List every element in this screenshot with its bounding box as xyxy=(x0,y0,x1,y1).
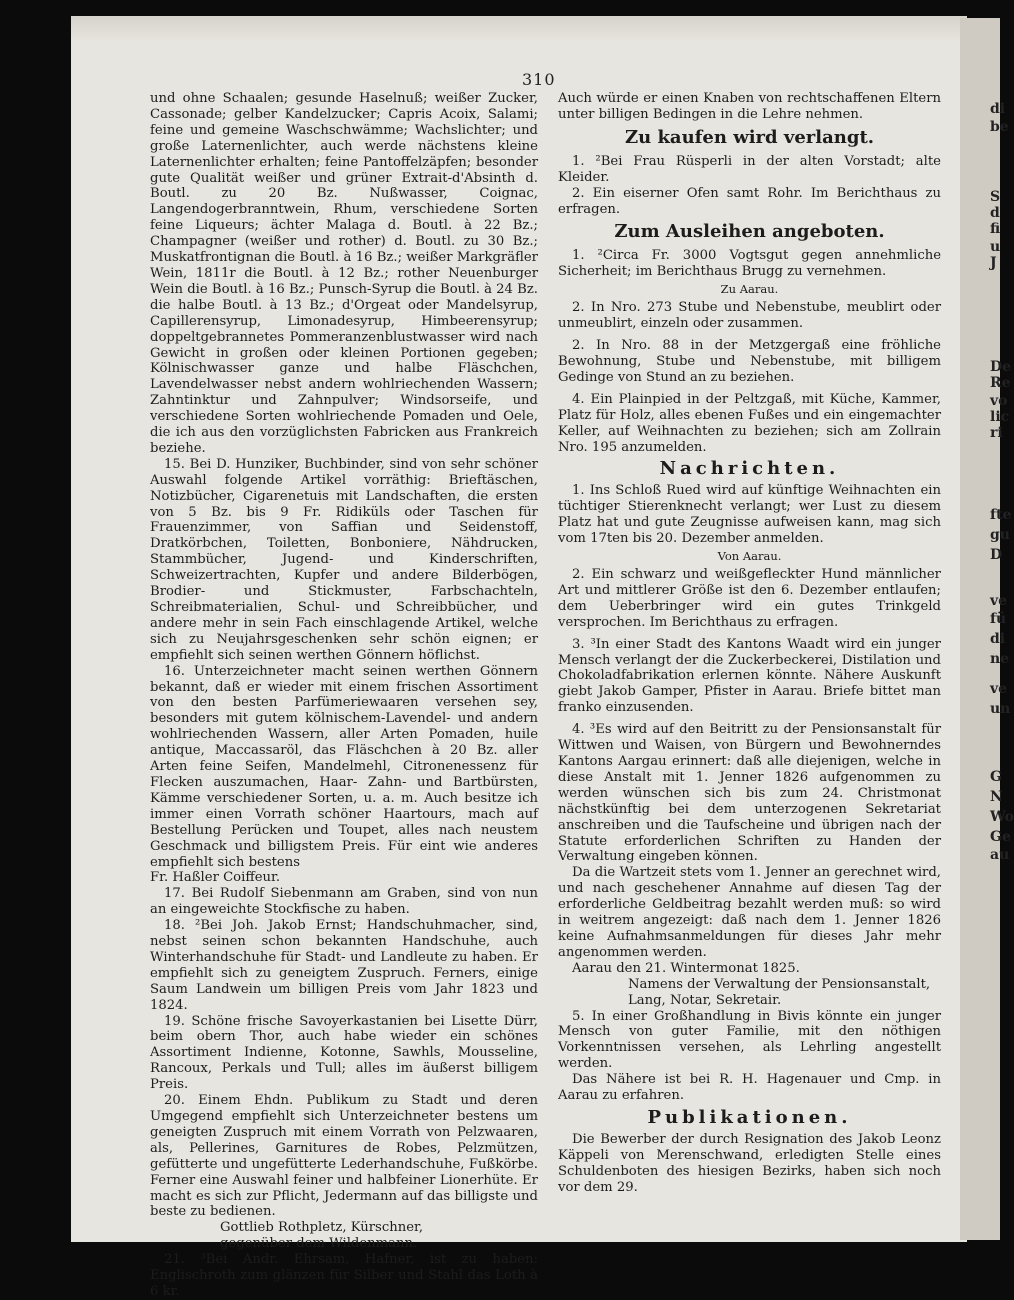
next-page-edge xyxy=(960,18,1014,1240)
next-page-fragment: S xyxy=(990,189,1001,205)
ad-16-signature: Fr. Haßler Coiffeur. xyxy=(150,870,281,886)
next-page-fragment: un xyxy=(990,701,1011,717)
lend-item: 4. Ein Plainpied in der Peltzgaß, mit Küche, Kammer, Platz für Holz, alles ebenen Fußes und ein eingemachter Keller, auf Weihnachten zu beziehen; sich am Zollrain Nro. 195 anzumelden. xyxy=(558,391,941,455)
section-heading-lend: Zum Ausleihen angeboten. xyxy=(614,221,885,243)
next-page-fragment: gu xyxy=(990,527,1010,543)
next-page-fragment: di xyxy=(990,631,1006,647)
next-page-fragment: Re xyxy=(990,375,1011,391)
lend-item: 1. ²Circa Fr. 3000 Vogtsgut gegen annehmliche Sicherheit; im Berichthaus Brugg zu vernehmen. xyxy=(558,248,941,280)
ad-20-signature: Gottlieb Rothpletz, Kürschner, xyxy=(220,1220,424,1236)
ad-21: 21. ³Bei Andr. Ehrsam, Hafner, ist zu haben: Englischroth zum glänzen für Silber und Stahl das Loth à 6 kr. xyxy=(150,1252,538,1299)
next-page-fragment: D xyxy=(990,547,1003,563)
next-page-fragment: fte xyxy=(990,507,1012,523)
place-heading: Von Aarau. xyxy=(717,549,782,564)
right-column xyxy=(558,91,941,1196)
page-shadow xyxy=(71,16,967,42)
news-item-signature: Lang, Notar, Sekretair. xyxy=(628,992,782,1008)
ad-20-address: gegenüber dem Wildenmann. xyxy=(220,1236,418,1252)
page-number: 310 xyxy=(522,70,556,89)
next-page-fragment: ne xyxy=(990,651,1010,667)
publication-item: Die Bewerber der durch Resignation des Jakob Leonz Käppeli von Merenschwand, erledigten Stelle eines Schuldenboten des hiesigen Bezirks, haben sich noch vor dem 29. xyxy=(558,1131,941,1195)
next-page-fragment: fi xyxy=(990,221,1001,237)
section-heading-publications: Publikationen. xyxy=(647,1106,852,1128)
next-page-fragment: fü xyxy=(990,611,1007,627)
intro-text: Auch würde er einen Knaben von rechtschaffenen Eltern unter billigen Bedingen in die Lehre nehmen. xyxy=(558,91,941,122)
news-item: 2. Ein schwarz und weißgefleckter Hund männlicher Art und mittlerer Größe ist den 6. Dezember entlaufen; dem Ueberbringer wird ein gutes Trinkgeld versprochen. Im Berichthaus zu erfragen. xyxy=(558,567,941,630)
news-item-signature: Namens der Verwaltung der Pensionsanstalt, xyxy=(628,976,931,992)
ad-16: 16. Unterzeichneter macht seinen werthen Gönnern bekannt, daß er wieder mit einem frischen Assortiment von den besten Parfümeriewaaren versehen sey, besonders mit gutem kölnischem-Lavendel- und andern wohlriechenden Wassern, aller Arten Pomaden, huile antique, Maccassaröl, das Fläschchen à 20 Bz. aller Arten feine Seifen, Mandelmehl, Citronenessenz für Flecken auszumachen, Haar- Zahn- und Bartbürsten, Kämme verschiedener Sorten, u. a. m. Auch besitze ich immer einen Vorrath schöner Haartours, mach auf Bestellung Perücken und Toupet, alles nach neustem Geschmack und billigstem Preis. Für eint wie anderes empfiehlt sich bestens xyxy=(150,663,538,870)
next-page-fragment: Ge xyxy=(990,829,1011,845)
section-heading-buy: Zu kaufen wird verlangt. xyxy=(624,126,875,148)
ad-20: 20. Einem Ehdn. Publikum zu Stadt und deren Umgegend empfiehlt sich Unterzeichneter bestens um geneigten Zuspruch mit einem Vorrath von Pelzwaaren, als, Pellerines, Garnitures de Robes, Pelzmützen, gefütterte und ungefütterte Lederhandschuhe, Fußkörbe. Ferner eine Auswahl feiner und halbfeiner Lionerhüte. Er macht es sich zur Pflicht, Jedermann auf das billigste und beste zu bedienen. xyxy=(150,1093,538,1220)
ad-17: 17. Bei Rudolf Siebenmann am Graben, sind von nun an eingeweichte Stockfische zu haben. xyxy=(150,886,538,918)
ad-19: 19. Schöne frische Savoyerkastanien bei Lisette Dürr, beim obern Thor, auch habe wieder ein schönes Assortiment Indienne, Kotonne, Sawhls, Mousseline, Rancoux, Perkals und Tull; alles im äußerst billigem Preis. xyxy=(150,1013,538,1093)
ad-continuation: und ohne Schaalen; gesunde Haselnuß; weißer Zucker, Cassonade; gelber Kandelzucker; Capris Acoix, Salami; feine und gemeine Waschschwämme; Wachslichter; und große Laternenlichter, auch werde nächstens kleine Laternenlichter erhalten; feine Pantoffelzäpfen; besonder gute Qualität weißer und grüner Extrait-d'Absinth d. Boutl. zu 20 Bz. Nußwasser, Coignac, Langendogerbranntwein, Rhum, verschiedene Sorten feine Liqueurs; ächter Malaga d. Boutl. à 22 Bz.; Champagner (weißer und rother) d. Boutl. zu 30 Bz.; Muskatfrontignan die Boutl. à 16 Bz.; weißer Markgräfler Wein, 1811r die Boutl. à 12 Bz.; rother Neuenburger Wein die Boutl. à 16 Bz.; Punsch-Syrup die Boutl. à 24 Bz. die halbe Boutl. à 13 Bz.; d'Orgeat oder Mandelsyrup, Capillerensyrup, Limonadesyrup, Himbeerensyrup; doppeltgebrannetes Pommeranzenblustwasser wird nach Gewicht in großen oder kleinen Portionen gegeben; Kölnischwasser ganze und halbe Fläschchen, Lavendelwasser nebst andern wohlriechenden Wassern; Zahntinktur und Zahnpulver; Windsorseife, und verschiedene Sorten wohlriechende Pomaden und Oele, die ich aus den vorzüglichsten Fabricken aus Frankreich beziehe. xyxy=(150,91,538,456)
lend-item: 2. In Nro. 273 Stube und Nebenstube, meublirt oder unmeublirt, einzeln oder zusammen. xyxy=(558,300,941,332)
next-page-fragment: G xyxy=(990,769,1002,785)
next-page-fragment: N xyxy=(990,789,1003,805)
next-page-fragment: De xyxy=(990,359,1012,375)
next-page-fragment: ri xyxy=(990,425,1003,441)
next-page-fragment: ve xyxy=(990,681,1008,697)
next-page-fragment: di xyxy=(990,101,1006,117)
place-heading: Zu Aarau. xyxy=(720,282,779,297)
ad-18: 18. ²Bei Joh. Jakob Ernst; Handschuhmacher, sind, nebst seinen schon bekannten Handschuhe, auch Winterhandschuhe für Stadt- und Landleute zu haben. Er empfiehlt sich zu geneigtem Zuspruch. Ferners, einige Saum Landwein um billigen Preis vom Jahr 1823 und 1824. xyxy=(150,918,538,1013)
news-item: 4. ³Es wird auf den Beitritt zu der Pensionsanstalt für Wittwen und Waisen, von Bürgern und Bewohnerndes Kantons Aargau erinnert: daß alle diejenigen, welche in diese Anstalt mit 1. Jenner 1826 aufgenommen zu werden wünschen sich bis zum 24. Christmonat nächstkünftig bei dem unterzogenen Sekretariat anschreiben und die Taufscheine und übrigen nach der Statute erforderlichen Schriften zu Handen der Verwaltung eingeben können. xyxy=(558,722,941,865)
next-page-fragment: vo xyxy=(990,393,1008,409)
news-item: 3. ³In einer Stadt des Kantons Waadt wird ein junger Mensch verlangt der die Zuckerbeckerei, Distilation und Chokoladfabrikation erlernen könnte. Nähere Auskunft giebt Jakob Gamper, Pfister in Aarau. Briefe bittet man franko einzusenden. xyxy=(558,636,941,716)
news-item: 5. In einer Großhandlung in Bivis könnte ein junger Mensch von guter Familie, mit den nöthigen Vorkenntnissen versehen, als Lehrling angestellt werden. xyxy=(558,1008,941,1072)
next-page-fragment: ve xyxy=(990,593,1008,609)
news-item: 1. Ins Schloß Rued wird auf künftige Weihnachten ein tüchtiger Stierenknecht verlangt; wer Lust zu diesem Platz hat und gute Zeugnisse aufweisen kann, mag sich vom 17ten bis 20. Dezember anmelden. xyxy=(558,483,941,547)
next-page-fragment: d xyxy=(990,205,1000,221)
next-page-fragment: J xyxy=(990,255,997,271)
news-item-continued: Das Nähere ist bei R. H. Hagenauer und Cmp. in Aarau zu erfahren. xyxy=(558,1072,941,1104)
buy-item: 1. ²Bei Frau Rüsperli in der alten Vorstadt; alte Kleider. xyxy=(558,153,941,185)
section-heading-news: Nachrichten. xyxy=(659,458,840,480)
news-item-date: Aarau den 21. Wintermonat 1825. xyxy=(572,960,800,976)
next-page-fragment: lic xyxy=(990,409,1010,425)
buy-item: 2. Ein eiserner Ofen samt Rohr. Im Berichthaus zu erfragen. xyxy=(558,185,941,217)
lend-item: 2. In Nro. 88 in der Metzgergaß eine fröhliche Bewohnung, Stube und Nebenstube, mit billigem Gedinge von Stund an zu beziehen. xyxy=(558,338,941,385)
next-page-fragment: Wo xyxy=(990,809,1014,825)
left-column xyxy=(150,91,538,1300)
next-page-fragment: u xyxy=(990,239,1001,255)
news-item-continued: Da die Wartzeit stets vom 1. Jenner an gerechnet wird, und nach geschehener Annahme auf diesen Tag der erforderliche Geldbeitrag bezahlt werden muß: so wird in weitrem angezeigt: daß nach dem 1. Jenner 1826 keine Aufnahmsanmeldungen für dieses Jahr mehr angenommen werden. xyxy=(558,865,941,960)
next-page-fragment: be xyxy=(990,119,1009,135)
next-page-fragment: au xyxy=(990,847,1010,863)
ad-15: 15. Bei D. Hunziker, Buchbinder, sind von sehr schöner Auswahl folgende Artikel vorräthig: Brieftäschen, Notizbücher, Cigarenetuis mit Landschaften, die ersten von 5 Bz. bis 9 Fr. Ridiküls oder Taschen für Frauenzimmer, von Saffian und Seidenstoff, Dratkörbchen, Toiletten, Bonboniere, Nähdrucken, Stammbücher, Jugend- und Kinderschriften, Schweizertrachten, Kupfer und andere Bilderbögen, Brodier- und Stickmuster, Farbschachteln, Schreibmaterialien, Schul- und Schreibbücher, und andere mehr in sein Fach einschlagende Artikel, welche sich zu Neujahrsgeschenken sehr schön eignen; er empfiehlt sich seinen werthen Gönnern höflichst. xyxy=(150,456,538,663)
